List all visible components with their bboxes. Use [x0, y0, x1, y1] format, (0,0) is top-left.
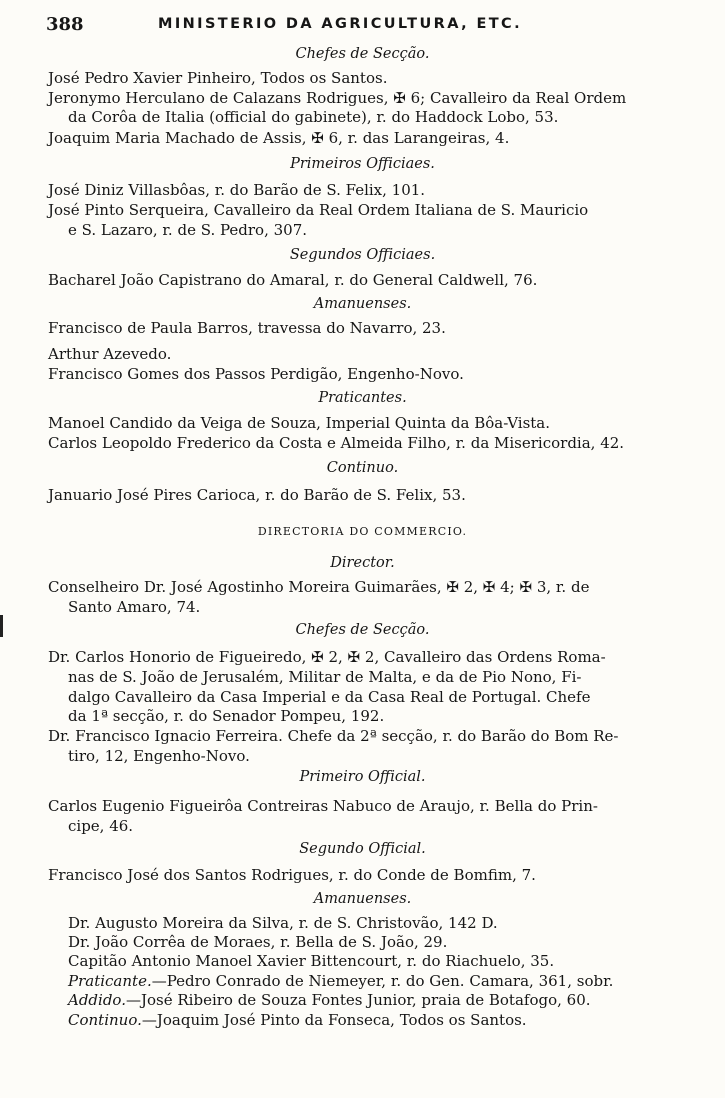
- entry-line: Arthur Azevedo.: [48, 345, 172, 363]
- running-header: [46, 14, 686, 36]
- entry-line: [68, 1010, 527, 1030]
- entry-label: Continuo.: [68, 1011, 142, 1029]
- section-heading: Primeiros Officiaes.: [290, 156, 435, 172]
- entry-line: Francisco José dos Santos Rodrigues, r. do Conde de Bomfim, 7.: [48, 866, 536, 884]
- section-heading: Director.: [330, 555, 395, 571]
- section-heading: Chefes de Secção.: [295, 622, 430, 638]
- entry-line: [68, 990, 591, 1010]
- entry-line: Januario José Pires Carioca, r. do Barão de S. Felix, 53.: [48, 486, 466, 504]
- entry-line: Capitão Antonio Manoel Xavier Bittencourt, r. do Riachuelo, 35.: [68, 952, 555, 970]
- entry-label: Praticante.: [68, 972, 152, 990]
- entry-line: nas de S. João de Jerusalém, Militar de Malta, e da de Pio Nono, Fi-: [68, 668, 582, 686]
- section-heading: Praticantes.: [318, 390, 407, 406]
- section-heading: Segundos Officiaes.: [289, 247, 436, 263]
- section-heading: Segundo Official.: [299, 841, 426, 857]
- section-heading: Amanuenses.: [313, 296, 412, 312]
- entry-line: da Corôa de Italia (official do gabinete), r. do Haddock Lobo, 53.: [68, 108, 559, 126]
- entry-text: —José Ribeiro de Souza Fontes Junior, praia de Botafogo, 60.: [125, 991, 591, 1009]
- entry-line: [68, 971, 613, 991]
- entry-line: Manoel Candido da Veiga de Souza, Imperial Quinta da Bôa-Vista.: [48, 414, 551, 432]
- entry-line: Francisco Gomes dos Passos Perdigão, Engenho-Novo.: [48, 365, 464, 383]
- entry-line: Conselheiro Dr. José Agostinho Moreira Guimarães, ✠ 2, ✠ 4; ✠ 3, r. de: [48, 578, 590, 596]
- directoria-heading: DIRECTORIA DO COMMERCIO.: [257, 525, 468, 538]
- entry-line: José Pinto Serqueira, Cavalleiro da Real Ordem Italiana de S. Mauricio: [48, 201, 589, 219]
- running-title: MINISTERIO DA AGRICULTURA, ETC.: [158, 16, 522, 32]
- entry-line: dalgo Cavalleiro da Casa Imperial e da Casa Real de Portugal. Chefe: [68, 688, 591, 706]
- section-heading: Primeiro Official.: [299, 769, 426, 785]
- entry-line: Santo Amaro, 74.: [68, 598, 201, 616]
- entry-line: Carlos Leopoldo Frederico da Costa e Almeida Filho, r. da Misericordia, 42.: [48, 434, 625, 452]
- page-edge-mark: [0, 615, 3, 637]
- entry-line: e S. Lazaro, r. de S. Pedro, 307.: [68, 221, 308, 239]
- entry-label: Addido.: [68, 991, 126, 1009]
- page-number: 388: [46, 14, 84, 35]
- entry-line: Francisco de Paula Barros, travessa do Navarro, 23.: [48, 319, 446, 337]
- section-heading: Chefes de Secção.: [295, 46, 430, 62]
- entry-line: Joaquim Maria Machado de Assis, ✠ 6, r. das Larangeiras, 4.: [48, 129, 510, 147]
- section-heading: Amanuenses.: [313, 891, 412, 907]
- entry-line: Dr. Carlos Honorio de Figueiredo, ✠ 2, ✠ 2, Cavalleiro das Ordens Roma-: [48, 648, 606, 666]
- entry-line: Dr. Francisco Ignacio Ferreira. Chefe da 2ª secção, r. do Barão do Bom Re-: [48, 727, 619, 745]
- entry-line: José Pedro Xavier Pinheiro, Todos os Santos.: [48, 69, 388, 87]
- entry-line: Bacharel João Capistrano do Amaral, r. do General Caldwell, 76.: [48, 271, 538, 289]
- entry-line: cipe, 46.: [68, 817, 134, 835]
- entry-line: José Diniz Villasbôas, r. do Barão de S. Felix, 101.: [48, 181, 426, 199]
- entry-line: Jeronymo Herculano de Calazans Rodrigues, ✠ 6; Cavalleiro da Real Ordem: [48, 89, 627, 107]
- section-heading: Continuo.: [326, 460, 399, 476]
- entry-line: da 1ª secção, r. do Senador Pompeu, 192.: [68, 707, 385, 725]
- entry-line: Dr. João Corrêa de Moraes, r. Bella de S. João, 29.: [68, 933, 448, 951]
- entry-line: Carlos Eugenio Figueirôa Contreiras Nabuco de Araujo, r. Bella do Prin-: [48, 797, 598, 815]
- entry-text: —Pedro Conrado de Niemeyer, r. do Gen. Camara, 361, sobr.: [151, 972, 614, 990]
- entry-text: —Joaquim José Pinto da Fonseca, Todos os Santos.: [141, 1011, 527, 1029]
- entry-line: tiro, 12, Engenho-Novo.: [68, 747, 250, 765]
- entry-line: Dr. Augusto Moreira da Silva, r. de S. Christovão, 142 D.: [68, 914, 498, 932]
